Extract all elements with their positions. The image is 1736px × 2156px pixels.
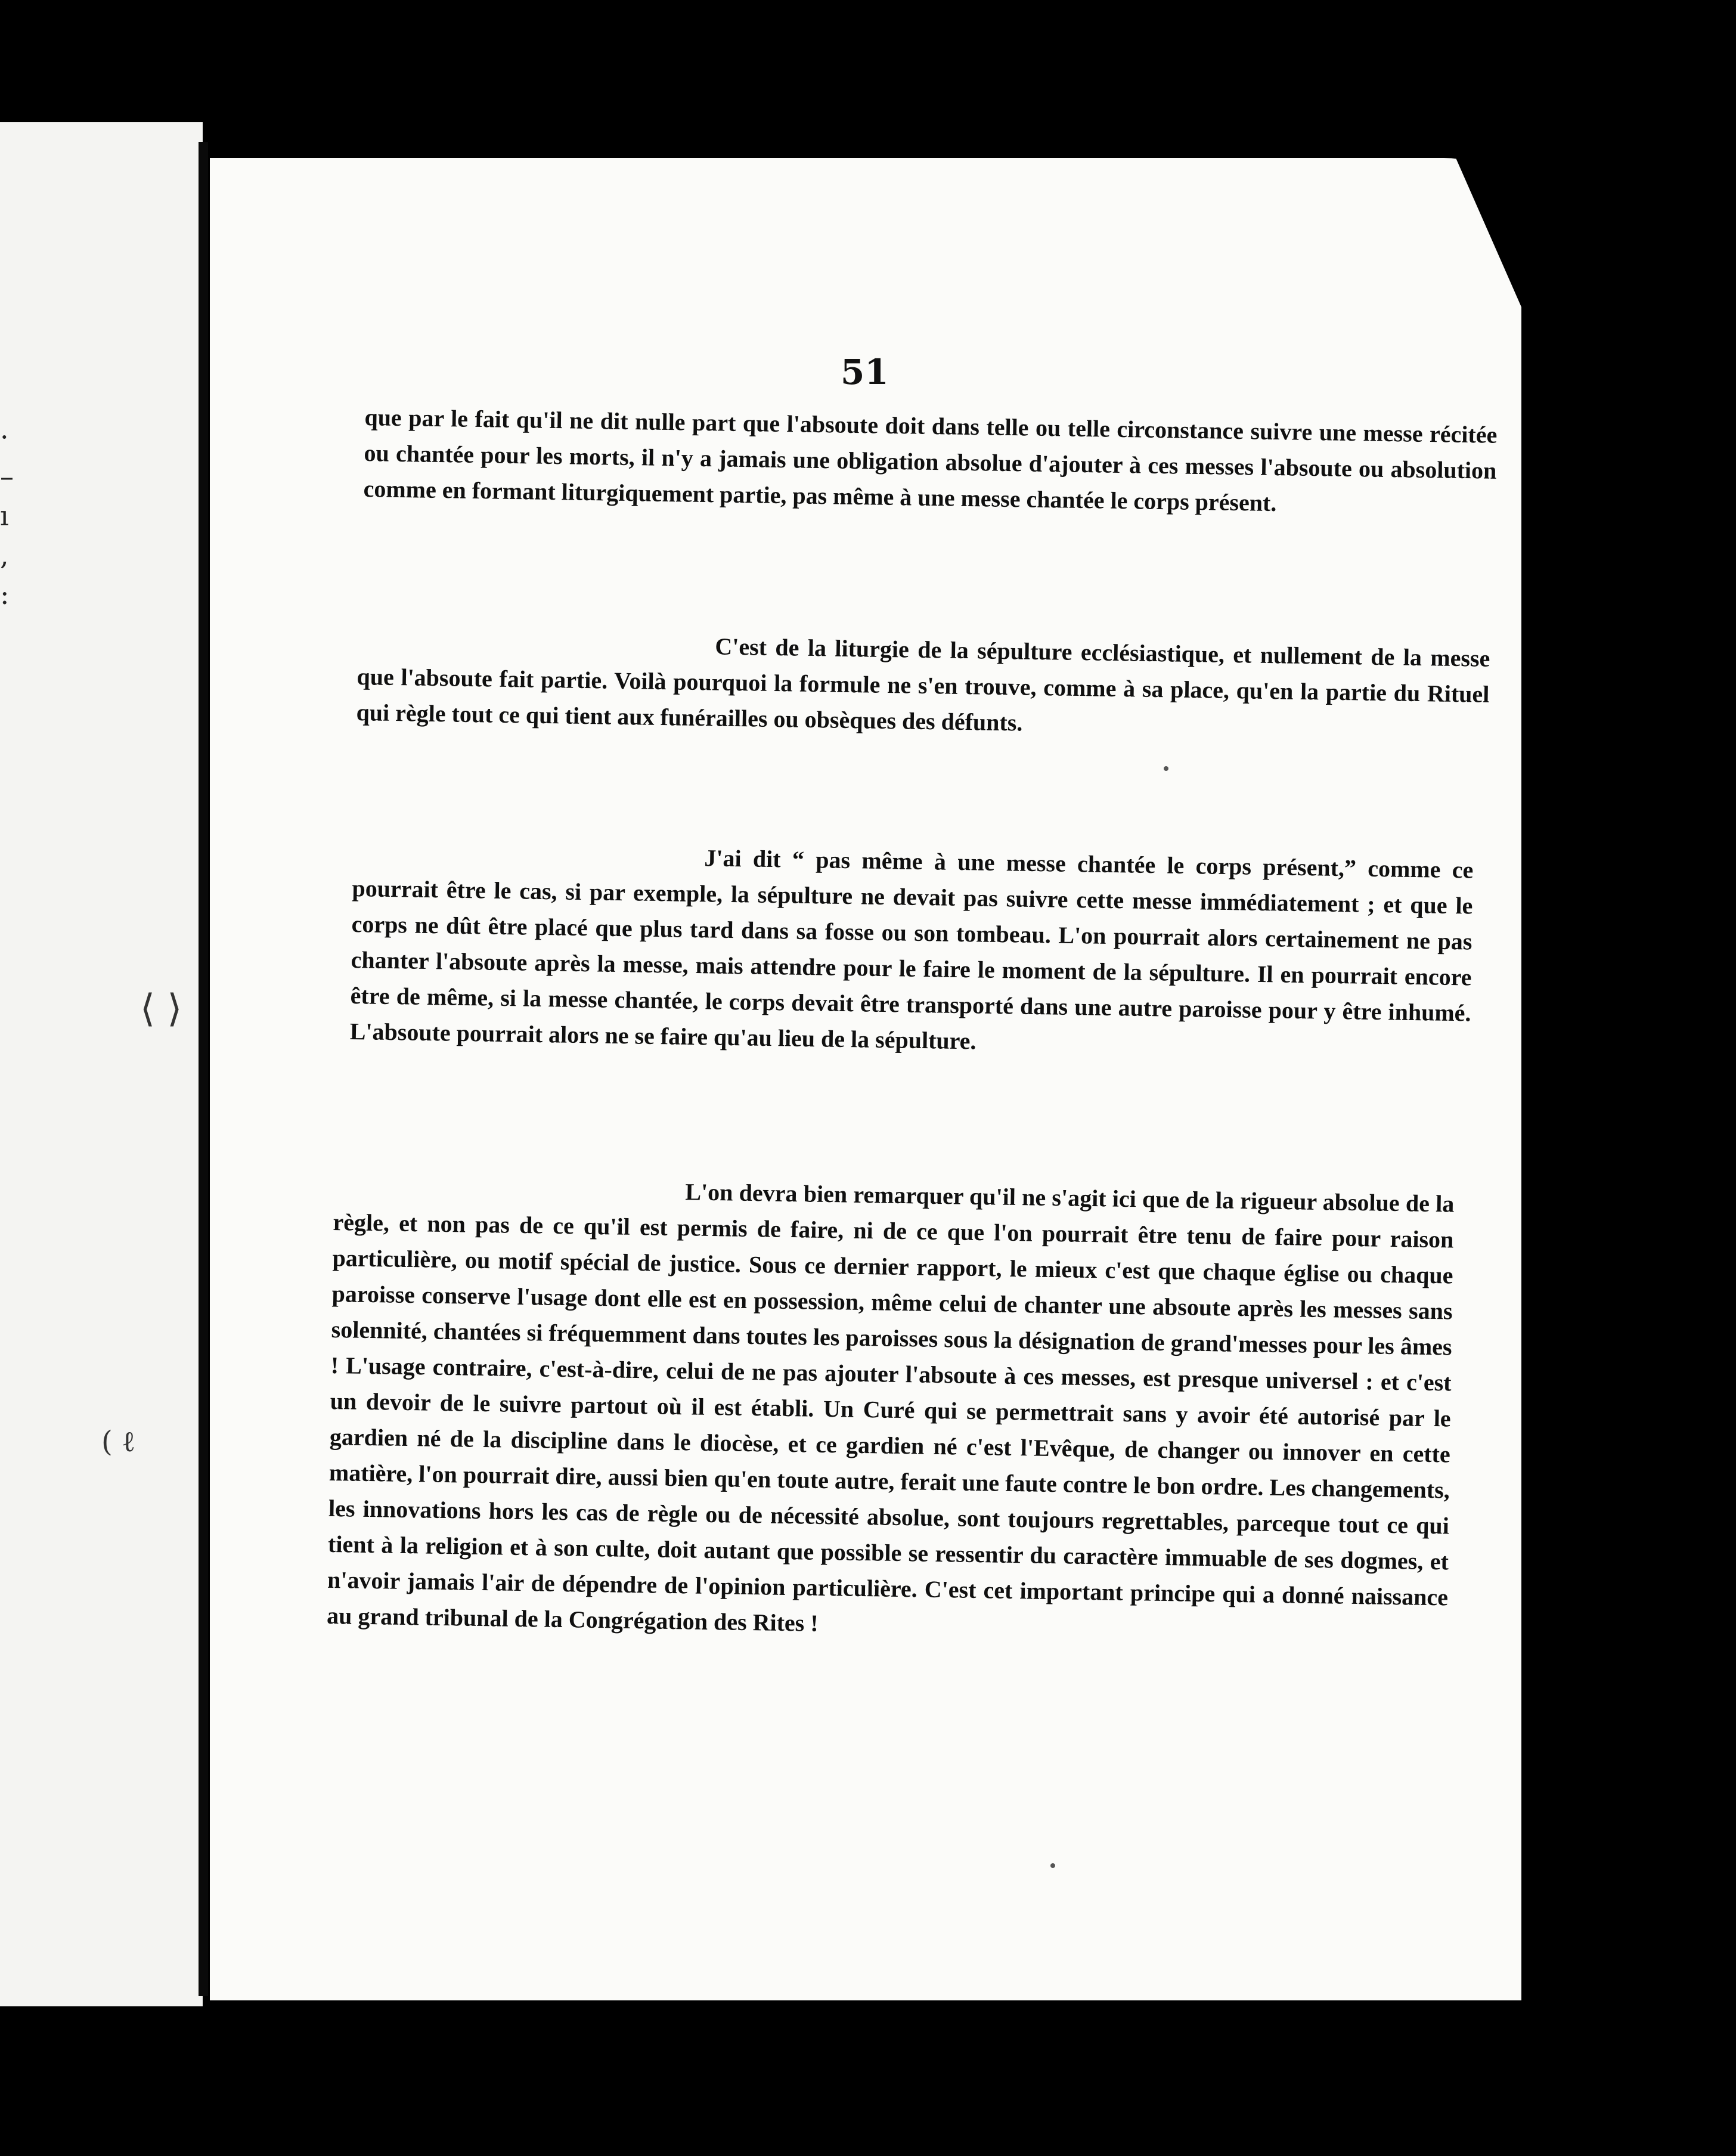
paragraph-liturgy	[356, 623, 1490, 748]
paragraph-text: que par le fait qu'il ne dit nulle part que l'absoute doit dans telle ou telle circonstance suivre une messe récitée ou chantée pour les morts, il n'y a jamais une obligation absolue d'ajouter à ces messes l'absoute ou absolution comme en formant liturgiquement partie, pas même à une messe chantée le corps présent.	[363, 403, 1498, 517]
margin-bracket-mark: ⟨ ⟩	[140, 987, 182, 1031]
paragraph-text: L'on devra bien remarquer qu'il ne s'agit ici que de la rigueur absolue de la règle, et non pas de ce qu'il est permis de faire, ni de ce que l'on pourrait être tenu de faire pour raison particulière, ou motif spécial de justice. Sous ce dernier rapport, le mieux c'est que chaque église ou chaque paroisse conserve l'usage dont elle est en possession, même celui de chanter une absoute après les messes sans solennité, chantées si fréquemment dans toutes les paroisses sous la désignation de grand'messes pour les âmes ! L'usage contraire, c'est-à-dire, celui de ne pas ajouter l'absoute à ces messes, est presque universel : et c'est un devoir de le suivre partout où il est établi. Un Curé qui se permettrait sans y avoir été autorisé par le gardien né de la discipline dans le diocèse, et ce gardien né c'est l'Evêque, de changer ou innover en cette matière, l'on pourrait dire, aussi bien qu'en toute autre, ferait une faute contre le bon ordre. Les changements, les innovations hors les cas de règle ou de nécessité absolue, sont toujours regrettables, parceque tout ce qui tient à la religion et à son culte, doit autant que possible se ressentir du caractère immuable de ses dogmes, et n'avoir jamais l'air de dépendre de l'opinion particulière. C'est cet important principe qui a donné naissance au grand tribunal de la Congrégation des Rites !	[326, 1178, 1455, 1637]
paragraph-quote	[349, 835, 1473, 1067]
previous-page-edge	[0, 122, 203, 2006]
previous-page-text-fragments: · – ı , :	[0, 421, 14, 611]
binding-gutter	[199, 142, 208, 1996]
paragraph-text: J'ai dit “ pas même à une messe chantée le corps présent,” comme ce pourrait être le cas, si par exemple, la sépulture ne devait pas suivre cette messe immédiatement ; et que le corps ne dût être placé que plus tard dans sa fosse ou son tombeau. L'on pourrait alors certainement ne pas chanter l'absoute après la messe, mais attendre pour le faire le moment de la sépulture. Il en pourrait encore être de même, si la messe chantée, le corps devait être transporté dans une autre paroisse pour y être inhumé. L'absoute pourrait alors ne se faire qu'au lieu de la sépulture.	[349, 844, 1474, 1055]
ink-speck	[1164, 766, 1168, 771]
paragraph-continuation	[363, 399, 1498, 525]
page-number: 51	[841, 352, 889, 392]
ink-speck	[1050, 1863, 1055, 1868]
paragraph-rule	[327, 1169, 1455, 1651]
paragraph-text: C'est de la liturgie de la sépulture ecclésiastique, et nullement de la messe que l'absoute fait partie. Voilà pourquoi la formule ne s'en trouve, comme à sa place, qu'en la partie du Rituel qui règle tout ce qui tient aux funérailles ou obsèques des défunts.	[356, 633, 1490, 736]
margin-tick-mark: ( ℓ	[101, 1425, 135, 1458]
